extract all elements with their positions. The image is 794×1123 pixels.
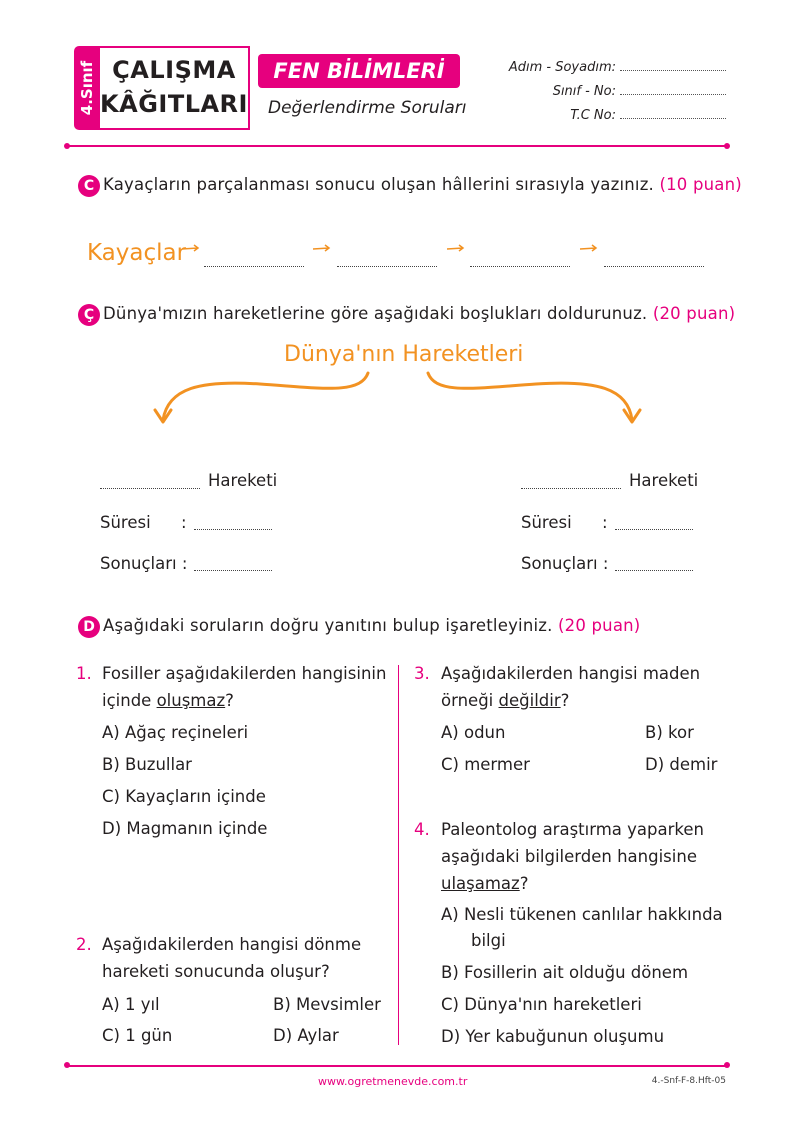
section-d-instruction-text: Aşağıdaki soruların doğru yanıtını bulup işaretleyiniz. [103,616,553,635]
left-duration-label: Süresi [100,513,151,532]
right-duration-colon: : [602,513,608,532]
rock-blank-4[interactable] [604,254,704,267]
q2-number: 2. [76,935,92,954]
q1-option-b[interactable]: B) Buzullar [102,755,192,774]
left-movement-blank[interactable] [100,476,200,489]
footer-code: 4.-Snf-F-8.Hft-05 [651,1076,726,1086]
right-duration-blank[interactable] [615,517,693,530]
left-movement-label: Hareketi [208,471,278,490]
column-divider [398,665,399,1045]
footer-url[interactable]: www.ogretmenevde.com.tr [318,1075,468,1088]
left-results-blank[interactable] [194,558,272,571]
section-d-instruction [103,616,640,635]
q2-option-b[interactable]: B) Mevsimler [273,995,381,1014]
q3-line2 [441,687,700,714]
right-duration-label: Süresi [521,513,572,532]
q4-text [441,816,704,897]
left-duration-colon: : [181,513,187,532]
q3-option-b[interactable]: B) kor [645,723,694,742]
q4-number: 4. [414,820,430,839]
q2-option-c[interactable]: C) 1 gün [102,1026,173,1045]
rock-blank-2[interactable] [337,254,437,267]
right-movement-blank[interactable] [521,476,621,489]
subject-title: FEN BİLİMLERİ [273,59,445,83]
right-movement-label: Hareketi [629,471,699,490]
q3-underlined: değildir [498,691,561,710]
footer-divider [68,1065,726,1067]
tc-field-label: T.C No: [570,108,616,123]
q1-line1: Fosiller aşağıdakilerden hangisinin [102,664,387,683]
rock-blank-1[interactable] [204,254,304,267]
q3-line2-pre: örneği [441,691,499,710]
right-results-label: Sonuçları : [521,554,609,573]
section-d-badge: D [78,616,100,638]
footer-dot-left [64,1062,70,1068]
right-results-blank[interactable] [615,558,693,571]
q4-option-b[interactable]: B) Fosillerin ait olduğu dönem [441,963,689,982]
q3-option-c[interactable]: C) mermer [441,755,530,774]
section-d-points: (20 puan) [558,616,641,635]
title-line1: ÇALIŞMA [112,56,236,84]
rocks-start-word: Kayaçlar [87,240,187,266]
q4-option-a-cont[interactable]: bilgi [471,931,506,950]
left-duration-blank[interactable] [194,517,272,530]
q3-qmark: ? [560,691,570,710]
q4-option-d[interactable]: D) Yer kabuğunun oluşumu [441,1027,665,1046]
section-cc-badge: Ç [78,304,100,326]
q2-text [102,931,361,985]
q2-option-a[interactable]: A) 1 yıl [102,995,160,1014]
q1-option-d[interactable]: D) Magmanın içinde [102,819,268,838]
rock-blank-3[interactable] [470,254,570,267]
section-cc-instruction-text: Dünya'mızın hareketlerine göre aşağıdaki boşlukları doldurunuz. [103,304,648,323]
diagram-title: Dünya'nın Hareketleri [284,342,524,367]
q4-line1: Paleontolog araştırma yaparken [441,820,704,839]
section-c-instruction-text: Kayaçların parçalanması sonucu oluşan hâllerini sırasıyla yazınız. [103,175,655,194]
q2-line1: Aşağıdakilerden hangisi dönme [102,935,362,954]
section-cc-points: (20 puan) [652,304,736,323]
q3-option-a[interactable]: A) odun [441,723,506,742]
grade-label: 4.Sınıf [78,60,96,116]
section-c-badge: C [78,175,100,197]
q1-text [102,660,386,714]
title-line2: KÂĞITLARI [100,90,248,118]
q3-text [441,660,700,714]
q1-underlined: oluşmaz [156,691,226,710]
q4-option-c[interactable]: C) Dünya'nın hareketleri [441,995,642,1014]
q3-number: 3. [414,664,430,683]
q2-option-d[interactable]: D) Aylar [273,1026,339,1045]
left-results-label: Sonuçları : [100,554,188,573]
q1-number: 1. [76,664,92,683]
name-field-label: Adım - Soyadım: [508,60,616,75]
diagram-arrows [0,300,794,440]
footer-dot-right [724,1062,730,1068]
q1-qmark: ? [225,691,234,710]
q2-line2: hareketi sonucunda oluşur? [102,962,330,981]
q3-option-d[interactable]: D) demir [645,755,718,774]
q4-line2: aşağıdaki bilgilerden hangisine [441,847,697,866]
q4-underlined: ulaşamaz [441,874,520,893]
q4-line3 [441,870,704,897]
q4-qmark: ? [519,874,529,893]
q1-option-a[interactable]: A) Ağaç reçineleri [102,723,249,742]
q1-line2 [102,687,386,714]
class-field-label: Sınıf - No: [552,84,616,99]
subtitle: Değerlendirme Soruları [268,98,467,118]
q1-option-c[interactable]: C) Kayaçların içinde [102,787,266,806]
q3-line1: Aşağıdakilerden hangisi maden [441,664,701,683]
section-c-points: (10 puan) [659,175,742,194]
q4-option-a[interactable]: A) Nesli tükenen canlılar hakkında [441,905,723,924]
q1-line2-pre: içinde [102,691,157,710]
